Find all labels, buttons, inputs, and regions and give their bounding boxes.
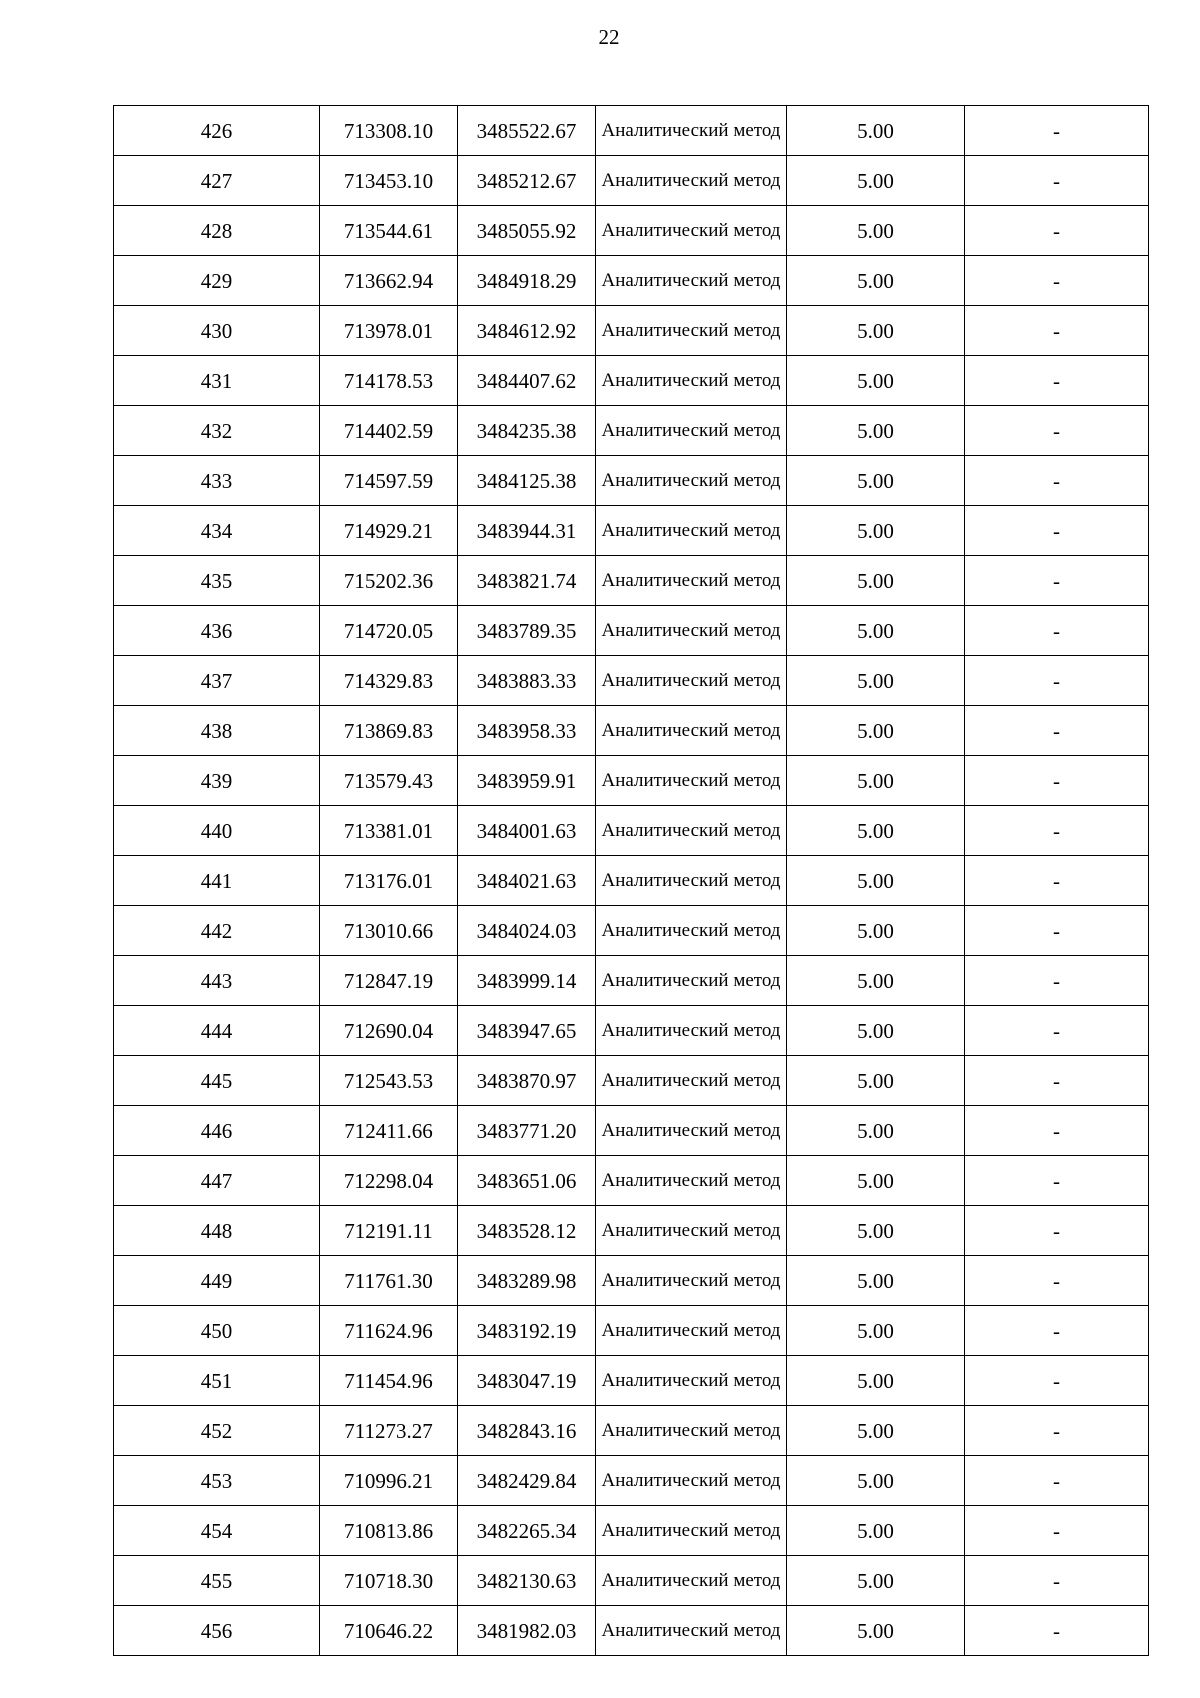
x-coordinate-cell: 712298.04: [320, 1156, 458, 1206]
x-coordinate-cell: 714929.21: [320, 506, 458, 556]
description-cell: -: [965, 956, 1149, 1006]
description-cell: -: [965, 1106, 1149, 1156]
y-coordinate-cell: 3483947.65: [458, 1006, 596, 1056]
y-coordinate-cell: 3483944.31: [458, 506, 596, 556]
x-coordinate-cell: 713381.01: [320, 806, 458, 856]
point-number-cell: 441: [114, 856, 320, 906]
method-cell: Аналитический метод: [596, 556, 787, 606]
description-cell: -: [965, 406, 1149, 456]
description-cell: -: [965, 356, 1149, 406]
x-coordinate-cell: 710996.21: [320, 1456, 458, 1506]
table-row: [114, 606, 1149, 656]
table-row: [114, 806, 1149, 856]
point-number-cell: 430: [114, 306, 320, 356]
description-cell: -: [965, 906, 1149, 956]
description-cell: -: [965, 1156, 1149, 1206]
point-number-cell: 446: [114, 1106, 320, 1156]
y-coordinate-cell: 3484125.38: [458, 456, 596, 506]
description-cell: -: [965, 456, 1149, 506]
description-cell: -: [965, 106, 1149, 156]
coordinates-table-body: [114, 106, 1149, 1656]
x-coordinate-cell: 715202.36: [320, 556, 458, 606]
y-coordinate-cell: 3483883.33: [458, 656, 596, 706]
method-cell: Аналитический метод: [596, 606, 787, 656]
table-row: [114, 456, 1149, 506]
table-row: [114, 106, 1149, 156]
method-cell: Аналитический метод: [596, 406, 787, 456]
method-cell: Аналитический метод: [596, 856, 787, 906]
accuracy-cell: 5.00: [787, 756, 965, 806]
y-coordinate-cell: 3483999.14: [458, 956, 596, 1006]
method-cell: Аналитический метод: [596, 656, 787, 706]
description-cell: -: [965, 1306, 1149, 1356]
point-number-cell: 454: [114, 1506, 320, 1556]
point-number-cell: 449: [114, 1256, 320, 1306]
y-coordinate-cell: 3483528.12: [458, 1206, 596, 1256]
accuracy-cell: 5.00: [787, 106, 965, 156]
method-cell: Аналитический метод: [596, 706, 787, 756]
table-row: [114, 1456, 1149, 1506]
method-cell: Аналитический метод: [596, 106, 787, 156]
table-row: [114, 1306, 1149, 1356]
y-coordinate-cell: 3482843.16: [458, 1406, 596, 1456]
table-row: [114, 1256, 1149, 1306]
table-row: [114, 1556, 1149, 1606]
y-coordinate-cell: 3484001.63: [458, 806, 596, 856]
table-row: [114, 1056, 1149, 1106]
table-row: [114, 906, 1149, 956]
point-number-cell: 452: [114, 1406, 320, 1456]
accuracy-cell: 5.00: [787, 1156, 965, 1206]
point-number-cell: 426: [114, 106, 320, 156]
x-coordinate-cell: 714597.59: [320, 456, 458, 506]
table-row: [114, 1356, 1149, 1406]
point-number-cell: 438: [114, 706, 320, 756]
point-number-cell: 448: [114, 1206, 320, 1256]
method-cell: Аналитический метод: [596, 1606, 787, 1656]
x-coordinate-cell: 713662.94: [320, 256, 458, 306]
y-coordinate-cell: 3485522.67: [458, 106, 596, 156]
description-cell: -: [965, 256, 1149, 306]
accuracy-cell: 5.00: [787, 1406, 965, 1456]
method-cell: Аналитический метод: [596, 1556, 787, 1606]
y-coordinate-cell: 3483789.35: [458, 606, 596, 656]
accuracy-cell: 5.00: [787, 1256, 965, 1306]
accuracy-cell: 5.00: [787, 156, 965, 206]
point-number-cell: 429: [114, 256, 320, 306]
x-coordinate-cell: 713453.10: [320, 156, 458, 206]
description-cell: -: [965, 1606, 1149, 1656]
method-cell: Аналитический метод: [596, 1356, 787, 1406]
table-row: [114, 406, 1149, 456]
table-row: [114, 1206, 1149, 1256]
y-coordinate-cell: 3484918.29: [458, 256, 596, 306]
accuracy-cell: 5.00: [787, 806, 965, 856]
table-row: [114, 556, 1149, 606]
x-coordinate-cell: 712191.11: [320, 1206, 458, 1256]
description-cell: -: [965, 1506, 1149, 1556]
description-cell: -: [965, 1256, 1149, 1306]
point-number-cell: 428: [114, 206, 320, 256]
method-cell: Аналитический метод: [596, 1006, 787, 1056]
x-coordinate-cell: 713544.61: [320, 206, 458, 256]
method-cell: Аналитический метод: [596, 1456, 787, 1506]
table-row: [114, 156, 1149, 206]
point-number-cell: 456: [114, 1606, 320, 1656]
description-cell: -: [965, 506, 1149, 556]
x-coordinate-cell: 714720.05: [320, 606, 458, 656]
y-coordinate-cell: 3482429.84: [458, 1456, 596, 1506]
accuracy-cell: 5.00: [787, 1506, 965, 1556]
method-cell: Аналитический метод: [596, 1506, 787, 1556]
method-cell: Аналитический метод: [596, 956, 787, 1006]
x-coordinate-cell: 710718.30: [320, 1556, 458, 1606]
description-cell: -: [965, 1556, 1149, 1606]
description-cell: -: [965, 1406, 1149, 1456]
point-number-cell: 436: [114, 606, 320, 656]
point-number-cell: 445: [114, 1056, 320, 1106]
accuracy-cell: 5.00: [787, 206, 965, 256]
description-cell: -: [965, 706, 1149, 756]
accuracy-cell: 5.00: [787, 956, 965, 1006]
point-number-cell: 432: [114, 406, 320, 456]
x-coordinate-cell: 710813.86: [320, 1506, 458, 1556]
accuracy-cell: 5.00: [787, 456, 965, 506]
description-cell: -: [965, 1006, 1149, 1056]
table-row: [114, 956, 1149, 1006]
y-coordinate-cell: 3484407.62: [458, 356, 596, 406]
method-cell: Аналитический метод: [596, 356, 787, 406]
method-cell: Аналитический метод: [596, 1106, 787, 1156]
y-coordinate-cell: 3484235.38: [458, 406, 596, 456]
method-cell: Аналитический метод: [596, 1256, 787, 1306]
description-cell: -: [965, 1206, 1149, 1256]
table-row: [114, 1106, 1149, 1156]
y-coordinate-cell: 3484024.03: [458, 906, 596, 956]
accuracy-cell: 5.00: [787, 356, 965, 406]
description-cell: -: [965, 656, 1149, 706]
method-cell: Аналитический метод: [596, 1406, 787, 1456]
method-cell: Аналитический метод: [596, 206, 787, 256]
table-row: [114, 206, 1149, 256]
description-cell: -: [965, 206, 1149, 256]
x-coordinate-cell: 712690.04: [320, 1006, 458, 1056]
method-cell: Аналитический метод: [596, 156, 787, 206]
page-number: 22: [598, 25, 620, 49]
point-number-cell: 443: [114, 956, 320, 1006]
description-cell: -: [965, 856, 1149, 906]
table-row: [114, 706, 1149, 756]
accuracy-cell: 5.00: [787, 256, 965, 306]
table-row: [114, 1006, 1149, 1056]
table-row: [114, 356, 1149, 406]
point-number-cell: 431: [114, 356, 320, 406]
point-number-cell: 451: [114, 1356, 320, 1406]
x-coordinate-cell: 713010.66: [320, 906, 458, 956]
description-cell: -: [965, 756, 1149, 806]
y-coordinate-cell: 3483289.98: [458, 1256, 596, 1306]
method-cell: Аналитический метод: [596, 1156, 787, 1206]
description-cell: -: [965, 606, 1149, 656]
y-coordinate-cell: 3481982.03: [458, 1606, 596, 1656]
y-coordinate-cell: 3483870.97: [458, 1056, 596, 1106]
point-number-cell: 455: [114, 1556, 320, 1606]
y-coordinate-cell: 3483651.06: [458, 1156, 596, 1206]
x-coordinate-cell: 712847.19: [320, 956, 458, 1006]
y-coordinate-cell: 3483821.74: [458, 556, 596, 606]
description-cell: -: [965, 156, 1149, 206]
accuracy-cell: 5.00: [787, 706, 965, 756]
point-number-cell: 437: [114, 656, 320, 706]
point-number-cell: 427: [114, 156, 320, 206]
y-coordinate-cell: 3483958.33: [458, 706, 596, 756]
accuracy-cell: 5.00: [787, 606, 965, 656]
x-coordinate-cell: 714178.53: [320, 356, 458, 406]
x-coordinate-cell: 711624.96: [320, 1306, 458, 1356]
accuracy-cell: 5.00: [787, 506, 965, 556]
y-coordinate-cell: 3484021.63: [458, 856, 596, 906]
accuracy-cell: 5.00: [787, 1606, 965, 1656]
accuracy-cell: 5.00: [787, 1206, 965, 1256]
y-coordinate-cell: 3485055.92: [458, 206, 596, 256]
method-cell: Аналитический метод: [596, 1206, 787, 1256]
y-coordinate-cell: 3482265.34: [458, 1506, 596, 1556]
accuracy-cell: 5.00: [787, 656, 965, 706]
x-coordinate-cell: 712543.53: [320, 1056, 458, 1106]
y-coordinate-cell: 3483192.19: [458, 1306, 596, 1356]
x-coordinate-cell: 713869.83: [320, 706, 458, 756]
point-number-cell: 450: [114, 1306, 320, 1356]
method-cell: Аналитический метод: [596, 756, 787, 806]
coordinates-table: [113, 105, 1149, 1656]
method-cell: Аналитический метод: [596, 1056, 787, 1106]
point-number-cell: 434: [114, 506, 320, 556]
accuracy-cell: 5.00: [787, 1556, 965, 1606]
table-row: [114, 306, 1149, 356]
description-cell: -: [965, 556, 1149, 606]
table-row: [114, 1406, 1149, 1456]
accuracy-cell: 5.00: [787, 306, 965, 356]
point-number-cell: 453: [114, 1456, 320, 1506]
accuracy-cell: 5.00: [787, 1356, 965, 1406]
point-number-cell: 435: [114, 556, 320, 606]
accuracy-cell: 5.00: [787, 856, 965, 906]
table-row: [114, 1506, 1149, 1556]
x-coordinate-cell: 711761.30: [320, 1256, 458, 1306]
table-row: [114, 1606, 1149, 1656]
table-row: [114, 756, 1149, 806]
point-number-cell: 440: [114, 806, 320, 856]
description-cell: -: [965, 1456, 1149, 1506]
x-coordinate-cell: 711454.96: [320, 1356, 458, 1406]
point-number-cell: 442: [114, 906, 320, 956]
x-coordinate-cell: 713176.01: [320, 856, 458, 906]
description-cell: -: [965, 806, 1149, 856]
description-cell: -: [965, 1056, 1149, 1106]
y-coordinate-cell: 3483959.91: [458, 756, 596, 806]
method-cell: Аналитический метод: [596, 906, 787, 956]
x-coordinate-cell: 714402.59: [320, 406, 458, 456]
x-coordinate-cell: 712411.66: [320, 1106, 458, 1156]
y-coordinate-cell: 3484612.92: [458, 306, 596, 356]
table-row: [114, 1156, 1149, 1206]
y-coordinate-cell: 3483047.19: [458, 1356, 596, 1406]
x-coordinate-cell: 713978.01: [320, 306, 458, 356]
y-coordinate-cell: 3482130.63: [458, 1556, 596, 1606]
table-row: [114, 256, 1149, 306]
y-coordinate-cell: 3483771.20: [458, 1106, 596, 1156]
accuracy-cell: 5.00: [787, 1106, 965, 1156]
table-row: [114, 856, 1149, 906]
method-cell: Аналитический метод: [596, 256, 787, 306]
method-cell: Аналитический метод: [596, 306, 787, 356]
table-row: [114, 506, 1149, 556]
point-number-cell: 439: [114, 756, 320, 806]
method-cell: Аналитический метод: [596, 806, 787, 856]
x-coordinate-cell: 713579.43: [320, 756, 458, 806]
method-cell: Аналитический метод: [596, 506, 787, 556]
y-coordinate-cell: 3485212.67: [458, 156, 596, 206]
point-number-cell: 447: [114, 1156, 320, 1206]
point-number-cell: 433: [114, 456, 320, 506]
method-cell: Аналитический метод: [596, 456, 787, 506]
point-number-cell: 444: [114, 1006, 320, 1056]
description-cell: -: [965, 306, 1149, 356]
accuracy-cell: 5.00: [787, 556, 965, 606]
x-coordinate-cell: 713308.10: [320, 106, 458, 156]
accuracy-cell: 5.00: [787, 906, 965, 956]
description-cell: -: [965, 1356, 1149, 1406]
method-cell: Аналитический метод: [596, 1306, 787, 1356]
accuracy-cell: 5.00: [787, 406, 965, 456]
accuracy-cell: 5.00: [787, 1056, 965, 1106]
x-coordinate-cell: 714329.83: [320, 656, 458, 706]
accuracy-cell: 5.00: [787, 1006, 965, 1056]
x-coordinate-cell: 711273.27: [320, 1406, 458, 1456]
x-coordinate-cell: 710646.22: [320, 1606, 458, 1656]
accuracy-cell: 5.00: [787, 1456, 965, 1506]
accuracy-cell: 5.00: [787, 1306, 965, 1356]
table-row: [114, 656, 1149, 706]
